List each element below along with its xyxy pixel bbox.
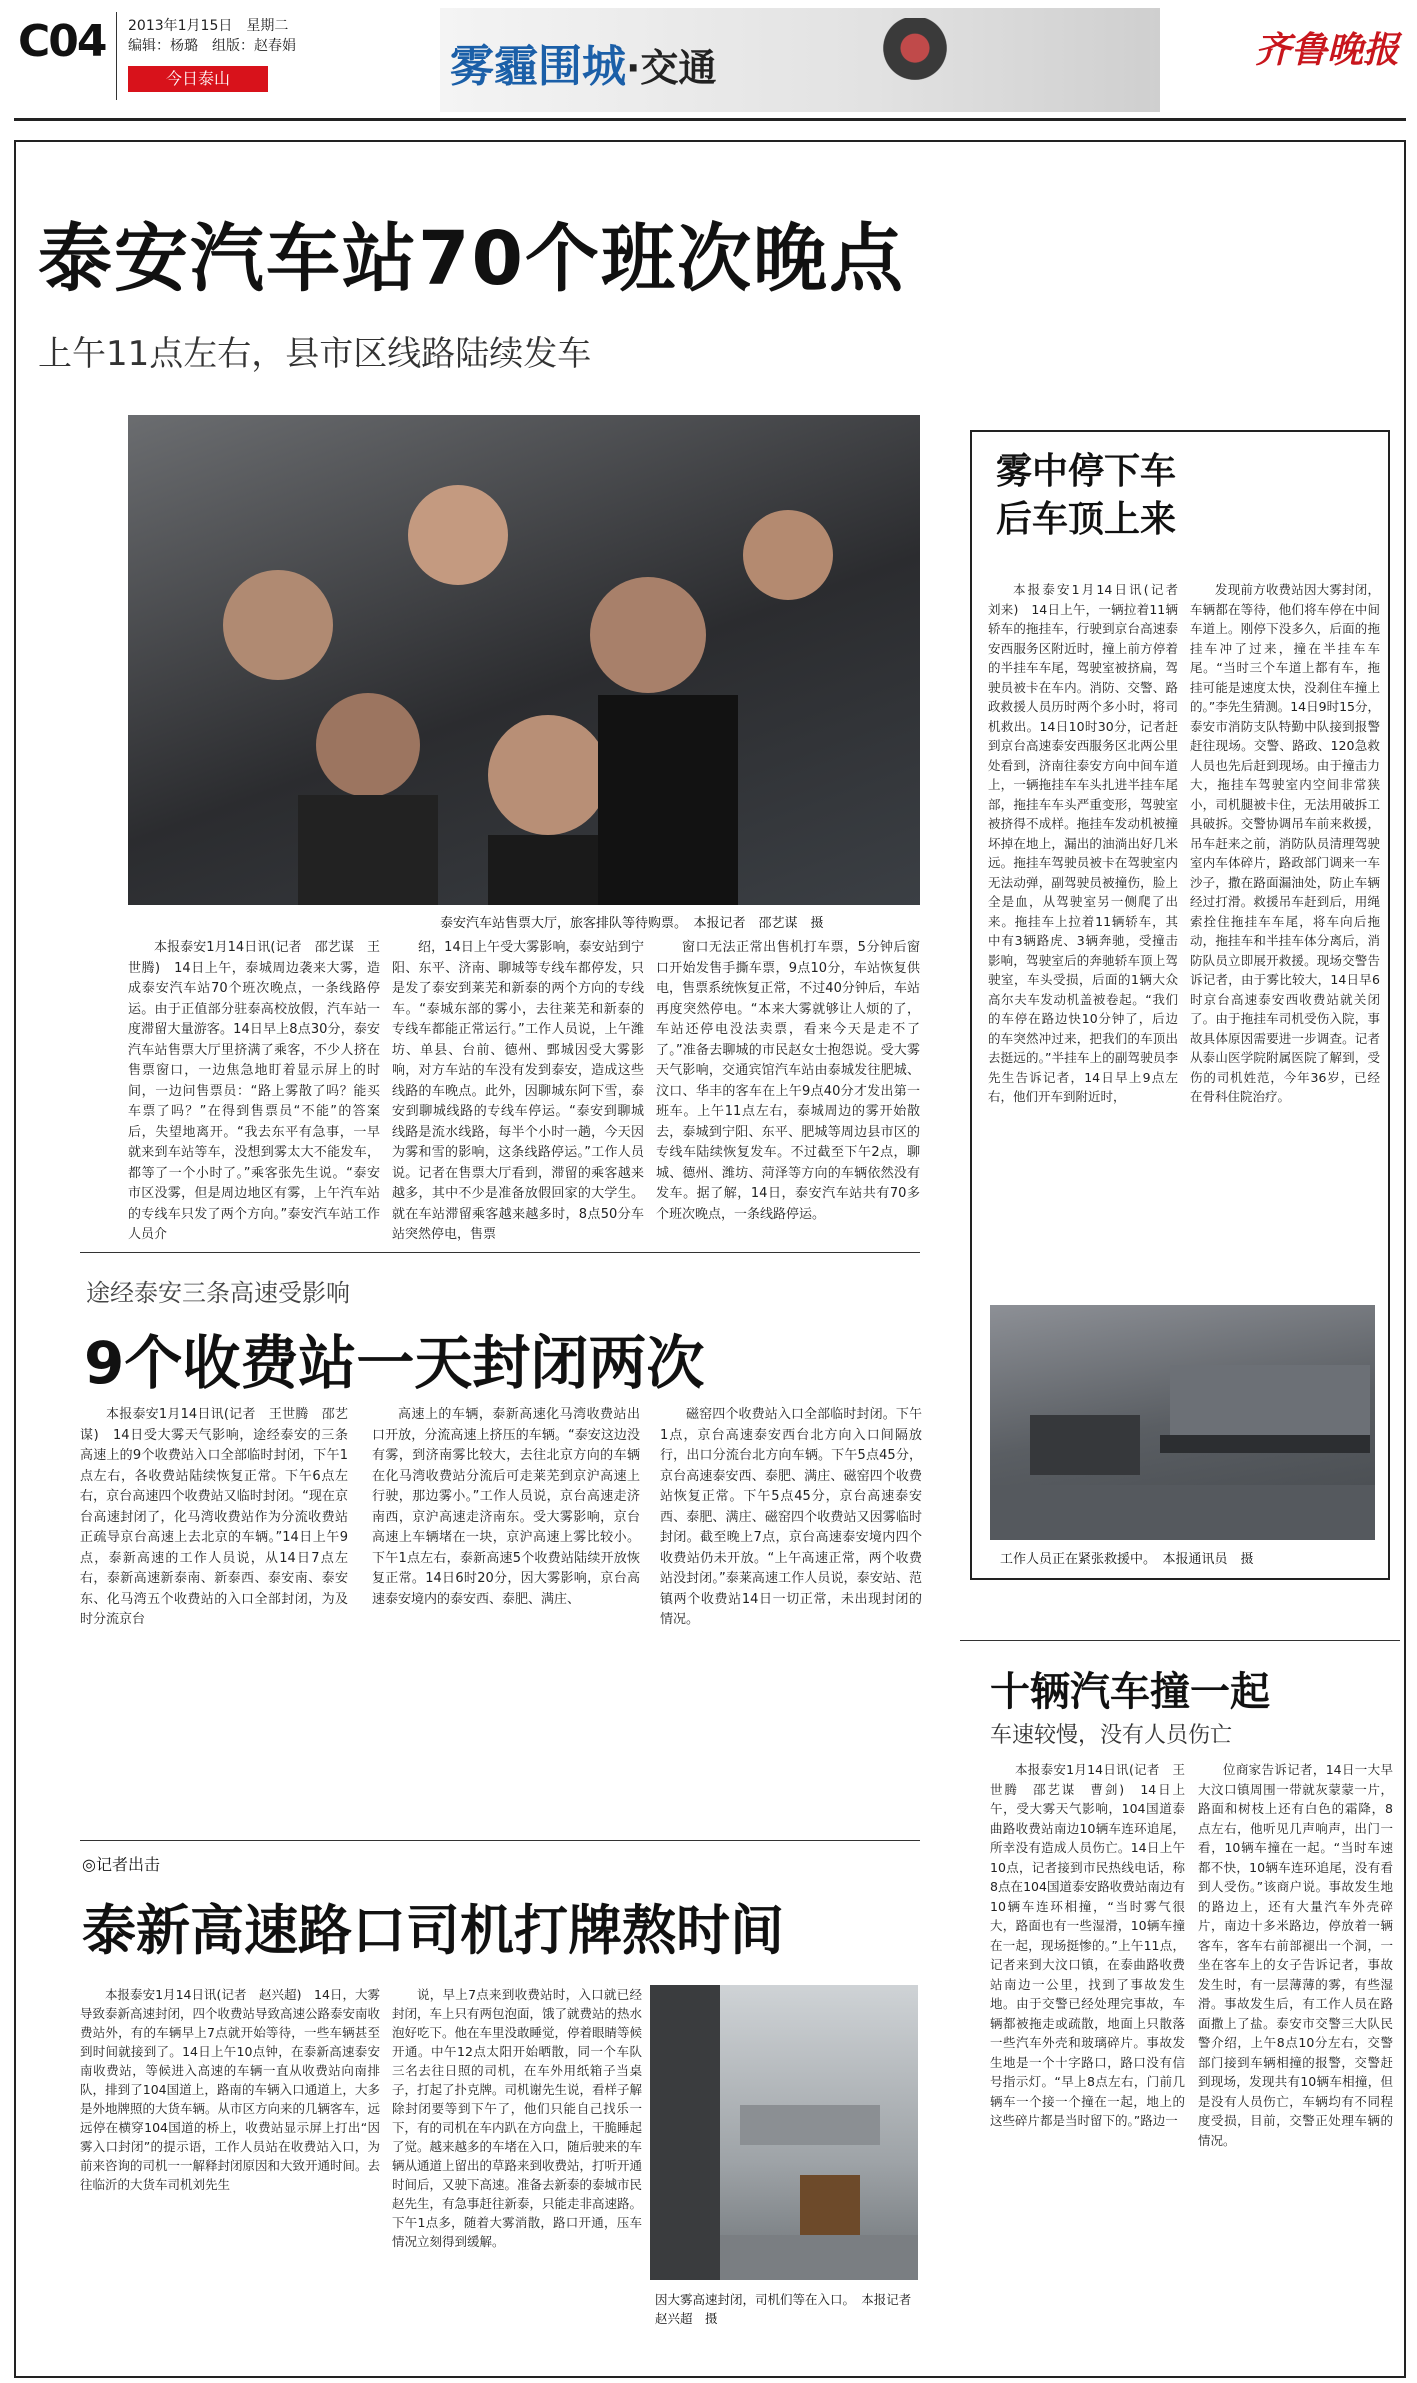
highway-photo-graphic	[650, 1985, 918, 2280]
lead-column-3	[656, 938, 920, 1238]
section-tag: 今日泰山	[128, 66, 268, 92]
sidebar1-col2-text: 发现前方收费站因大雾封闭，车辆都在等待，他们将车停在中间车道上。刚停下没多久，后面的拖挂车冲了过来，撞在半挂车车尾。“当时三个车道上都有车，拖挂可能是速度太快，没刹住车撞上的。”李先生猜测。14日9时15分，泰安市消防支队特勤中队接到报警赶往现场。交警、路政、120急救人员也先后赶到现场。由于撞击力大，拖挂车驾驶室内空间非常狭小，司机腿被卡住，无法用破拆工具破拆。交警协调吊车前来救援，吊车赶来之前，消防队员清理驾驶室内车体碎片，路政部门调来一车沙子，撒在路面漏油处，防止车辆经过打滑。救援吊车赶到后，用绳索拴住拖挂车车尾，将车向后拖动，拖挂车和半挂车体分离后，消防队员立即展开救援。现场交警告诉记者，由于雾比较大，14日早6时京台高速泰安西收费站就关闭了。由于拖挂车司机受伤入院，事故具体原因需要进一步调查。记者从泰山医学院附属医院了解到，受伤的司机姓范，今年36岁，已经在骨科住院治疗。	[1190, 582, 1380, 1104]
section3-credit: ◎记者出击	[82, 1855, 160, 1874]
section3-column-1	[80, 1985, 380, 2365]
lead-subheadline: 上午11点左右，县市区线路陆续发车	[38, 334, 592, 374]
crowd-photo-graphic	[128, 415, 920, 905]
sidebar2-subheadline: 车速较慢，没有人员伤亡	[990, 1723, 1233, 1748]
sidebar1-photo-caption: 工作人员正在紧张救援中。 本报通讯员 摄	[1000, 1552, 1254, 1567]
sidebar2-column-1	[990, 1760, 1185, 2360]
banner-title-main: 雾霾围城	[450, 41, 626, 92]
lead-column-2	[392, 938, 644, 1242]
sidebar1-headline-line2: 后车顶上来	[996, 499, 1177, 540]
section2-column-2	[372, 1405, 640, 1823]
sidebar1-column-1	[988, 580, 1191, 1280]
section3-col2-text: 说，早上7点来到收费站时，入口就已经封闭，车上只有两包泡面，饿了就费站的热水泡好吃下。他在车里没敢睡觉，停着眼睛等候开通。中午12点太阳开始晒散，同一个车队三名去往日照的司机，在车外用纸箱子当桌子，打起了扑克牌。司机谢先生说，看样子解除封闭要等到下午了，他们只能自己找乐一下，有的司机在车内趴在方向盘上，干脆睡起了觉。越来越多的车堵在入口，随后驶来的车辆从通道上留出的草路来到收费站，打听开通时间后，又驶下高速。准备去新泰的泰城市民赵先生，有急事赶往新泰，只能走非高速路。下午1点多，随着大雾消散，路口开通，压车情况立刻得到缓解。	[392, 1987, 643, 2249]
header-meta	[128, 16, 296, 56]
banner-person-graphic	[860, 18, 970, 104]
lead-photo	[128, 415, 920, 905]
section2-bottom-rule	[80, 1840, 920, 1841]
section2-col2-text: 高速上的车辆，泰新高速化马湾收费站出口开放，分流高速上挤压的车辆。“泰安这边没有雾，到济南雾比较大，去往北京方向的车辆在化马湾收费站分流后可走莱芜到京沪高速上行驶，那边雾小。”工作人员说，京台高速走济南西，京沪高速走济南东。受大雾影响，京台高速上车辆堵在一块，京沪高速上雾比较小。下午1点左右，泰新高速5个收费站陆续开放恢复正常。14日6时20分，因大雾影响，京台高速泰安境内的泰安西、泰肥、满庄、	[372, 1407, 640, 1607]
lead-bottom-rule	[80, 1252, 920, 1253]
section2-column-3	[660, 1405, 922, 1823]
lead-photo-caption: 泰安汽车站售票大厅，旅客排队等待购票。 本报记者 邵艺谋 摄	[440, 916, 824, 931]
sidebar1-column-2	[1190, 580, 1380, 1280]
sidebar2-col1-text: 本报泰安1月14日讯(记者 王世腾 邵艺谋 曹剑) 14日上午，受大雾天气影响，104国道泰曲路收费站南边10辆车连环追尾，所幸没有造成人员伤亡。14日上午10点，记者接到市民热线电话，称8点在104国道泰安路收费站南边有10辆车连环相撞，“当时雾气很大，路面也有一些湿滑，10辆车撞在一起，现场挺惨的。”上午11点，记者来到大汶口镇，在泰曲路收费站南边一公里，找到了事故发生地。由于交警已经处理完事故，车辆都被拖走或疏散，地面上只散落一些汽车外壳和玻璃碎片。事故发生地是一个十字路口，路口没有信号指示灯。“早上8点左右，门前几辆车一个接一个撞在一起，地上的这些碎片都是当时留下的。”路边一	[990, 1762, 1185, 2128]
sidebar2-col2-text: 位商家告诉记者，14日一大早大汶口镇周围一带就灰蒙蒙一片，路面和树枝上还有白色的霜降，8点左右，他听见几声响声，出门一看，10辆车撞在一起。“当时车速都不快，10辆车连环追尾，没有看到人受伤。”该商户说。事故发生地的路边上，还有大量汽车外壳碎片，南边十多米路边，停放着一辆客车，客车右前部褪出一个洞，一坐在客车上的女子告诉记者，事故发生时，有一层薄薄的雾，有些湿滑。事故发生后，有工作人员在路面撒上了盐。泰安市交警三大队民警介绍，上午8点10分左右，交警部门接到车辆相撞的报警，交警赶到现场，发现共有10辆车相撞，但是没有人员伤亡，车辆均有不同程度受损，目前，交警正处理车辆的情况。	[1198, 1762, 1393, 2148]
issue-date: 2013年1月15日 星期二	[128, 18, 289, 34]
section3-photo-caption: 因大雾高速封闭，司机们等在入口。 本报记者 赵兴超 摄	[655, 2292, 924, 2326]
section3-column-2	[392, 1985, 642, 2365]
sidebar1-headline	[996, 448, 1176, 544]
sidebar2-top-rule	[960, 1640, 1400, 1641]
section2-column-1	[80, 1405, 348, 1823]
header-rule	[14, 118, 1406, 121]
lead-col2-text: 绍，14日上午受大雾影响，泰安站到宁阳、东平、济南、聊城等专线车都停发，只是发了泰安到莱芜和新泰的两个方向的专线车。“泰城东部的雾小，去往莱芜和新泰的专线车都能正常运行。”工作人员说，上午潍坊、单县、台前、德州、鄄城因受大雾影响，对方车站的车没有发到泰安，造成这些线路的车晚点。此外，因聊城东阿下雪，泰安到聊城线路的专线车停运。“泰安到聊城线路是流水线路，每半个小时一趟，今天因为雾和雪的影响，这条线路停运。”工作人员说。记者在售票大厅看到，滞留的乘客越来越多，其中不少是准备放假回家的大学生。就在车站滞留乘客越来越多时，8点50分车站突然停电，售票	[392, 940, 644, 1242]
header-divider	[116, 12, 117, 100]
newspaper-logo: 齐鲁晚报	[1255, 29, 1400, 71]
section2-col3-text: 磁窑四个收费站入口全部临时封闭。下午1点，京台高速泰安西台北方向入口间隔放行，出口分流台北方向车辆。下午5点45分，京台高速泰安西、泰肥、满庄、磁窑四个收费站恢复正常。下午5点45分，京台高速泰安西、泰肥、满庄、磁窑四个收费站又因雾临时封闭。截至晚上7点，京台高速泰安境内四个收费站仍未开放。“上午高速正常，两个收费站没封闭。”泰莱高速工作人员说，泰安站、范镇两个收费站14日一切正常，未出现封闭的情况。	[660, 1407, 922, 1627]
sidebar1-headline-line1: 雾中停下车	[996, 451, 1177, 492]
page-number: C04	[18, 16, 106, 67]
sidebar1-photo	[990, 1305, 1375, 1540]
lead-headline: 泰安汽车站70个班次晚点	[38, 216, 905, 302]
section3-photo	[650, 1985, 918, 2280]
lead-col3-text: 窗口无法正常出售机打车票，5分钟后窗口开始发售手撕车票，9点10分，车站恢复供电，售票系统恢复正常，不过40分钟后，车站再度突然停电。“本来大雾就够让人烦的了，车站还停电没法卖票，看来今天是走不了了。”准备去聊城的市民赵女士抱怨说。受大雾天气影响，交通宾馆汽车站由泰城发往肥城、汶口、华丰的客车在上午9点40分才发出第一班车。上午11点左右，泰城周边的雾开始散去，泰城到宁阳、东平、肥城等周边县市区的专线车陆续恢复发车。不过截至下午2点，聊城、德州、潍坊、菏泽等方向的车辆依然没有发车。据了解，14日，泰安汽车站共有70多个班次晚点，一条线路停运。	[656, 940, 920, 1222]
section2-col1-text: 本报泰安1月14日讯(记者 王世腾 邵艺谋) 14日受大雾天气影响，途经泰安的三条高速上的9个收费站入口全部临时封闭，下午1点左右，各收费站陆续恢复正常。下午6点左右，京台高速四个收费站又临时封闭。“现在京台高速封闭了，化马湾收费站作为分流收费站正疏导京台高速上去北京的车辆。”14日上午9点，泰新高速的工作人员说，从14日7点左右，泰新高速新泰南、新泰西、泰安南、泰安东、化马湾五个收费站的入口全部封闭，为及时分流京台	[80, 1407, 348, 1627]
crash-photo-graphic	[990, 1305, 1375, 1540]
editors-line: 编辑：杨璐 组版：赵春娟	[128, 38, 296, 54]
sidebar1-col1-text: 本报泰安1月14日讯(记者 刘来) 14日上午，一辆拉着11辆轿车的拖挂车，行驶到京台高速泰安西服务区附近时，撞上前方停着的半挂车车尾，驾驶室被挤扁，驾驶员被卡在车内。消防、交警、路政救援人员历时两个多小时，将司机救出。14日10时30分，记者赶到京台高速泰安西服务区北两公里处看到，济南往泰安方向中间车道上，一辆拖挂车车头扎进半挂车尾部，拖挂车车头严重变形，驾驶室被挤得不成样。拖挂车发动机被撞坏掉在地上，漏出的油淌出好几米远。拖挂车驾驶员被卡在驾驶室内无法动弹，副驾驶员被撞伤，脸上全是血，从驾驶室另一侧爬了出来。拖挂车上拉着11辆轿车，其中有3辆路虎、3辆奔驰，受撞击影响，驾驶室后的奔驰轿车顶上驾驶室，车头受损，后面的1辆大众高尔夫车发动机盖被卷起。“我们的车停在路边快10分钟了，后边的车突然冲过来，把我们的车顶出去挺远的。”半挂车上的副驾驶员李先生告诉记者，14日早上9点左右，他们开车到附近时，	[988, 582, 1191, 1104]
sidebar2-headline: 十辆汽车撞一起	[990, 1669, 1270, 1715]
banner-title-sub: ·交通	[626, 46, 717, 90]
lead-column-1	[128, 938, 380, 1242]
section2-headline: 9个收费站一天封闭两次	[84, 1329, 705, 1397]
section3-headline: 泰新高速路口司机打牌熬时间	[82, 1899, 784, 1962]
banner-title	[450, 30, 716, 94]
lead-col1-text: 本报泰安1月14日讯(记者 邵艺谋 王世腾) 14日上午，泰城周边袭来大雾，造成泰安汽车站70个班次晚点，一条线路停运。由于正值部分驻泰高校放假，汽车站一度滞留大量游客。14日早上8点30分，泰安汽车站售票大厅里挤满了乘客，不少人挤在售票窗口，一边焦急地盯着显示屏上的时间，一边问售票员：“路上雾散了吗？能买车票了吗？”在得到售票员“不能”的答案后，失望地离开。“我去东平有急事，一早就来到车站等车，没想到雾太大不能发车，都等了一个小时了。”乘客张先生说。“泰安市区没雾，但是周边地区有雾，上午汽车站的专线车只发了两个方向。”泰安汽车站工作人员介	[128, 940, 380, 1242]
section3-col1-text: 本报泰安1月14日讯(记者 赵兴超) 14日，大雾导致泰新高速封闭，四个收费站导致高速公路泰安南收费站外，有的车辆早上7点就开始等待，一些车辆甚至到时间就接到了。14日上午10点钟，在泰新高速泰安南收费站，等候进入高速的车辆一直从收费站向南排队，排到了104国道上，路南的车辆入口通道上，大多是外地牌照的大货车辆。从市区方向来的几辆客车，远远停在横穿104国道的桥上，收费站显示屏上打出“因雾入口封闭”的提示语，工作人员站在收费站入口，为前来咨询的司机一一解释封闭原因和大致开通时间。去往临沂的大货车司机刘先生	[80, 1987, 381, 2192]
sidebar2-column-2	[1198, 1760, 1393, 2360]
section2-kicker: 途经泰安三条高速受影响	[86, 1279, 350, 1307]
